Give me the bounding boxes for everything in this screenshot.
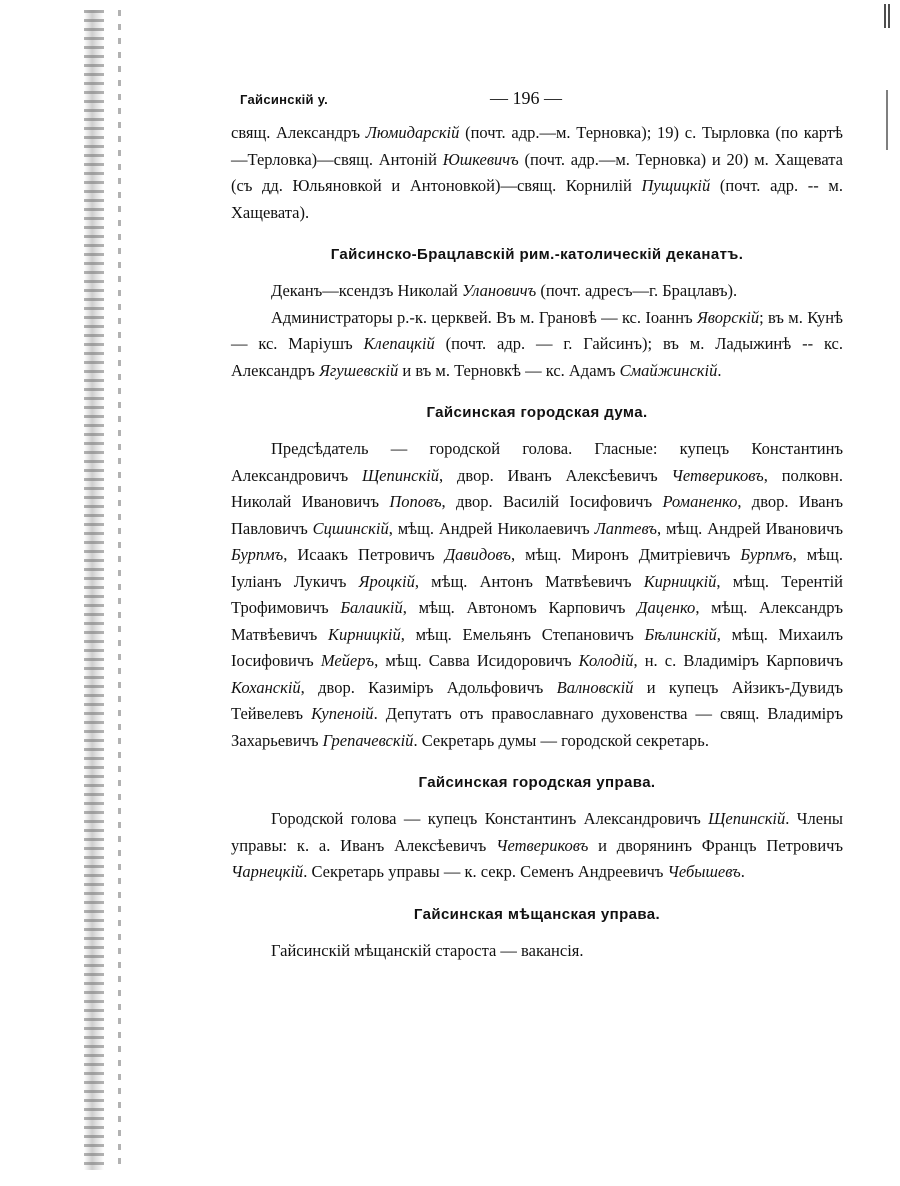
surname: Коханскій	[231, 677, 301, 697]
surname: Пущицкій	[641, 176, 711, 195]
surname: Чарнецкій	[231, 862, 304, 881]
surname: Мейеръ	[320, 651, 375, 670]
text-run: и дворянинъ Францъ Петровичъ	[588, 835, 844, 855]
surname: Кирницкій	[328, 624, 401, 644]
surname: Юшкевичъ	[442, 149, 519, 169]
text-run: , мѣщ. Александръ Матвѣевичъ	[231, 598, 843, 644]
text-run: , мѣщ. Андрей Николаевичъ	[388, 518, 595, 538]
text-run: , мѣщ. Миронъ Дмитріевичъ	[510, 545, 741, 564]
surname: Поповъ	[389, 492, 442, 511]
surname: Лаптевъ	[594, 518, 657, 538]
section-heading: Гайсинская городская дума.	[426, 404, 648, 421]
text-run: Деканъ—ксендзъ Николай	[271, 281, 462, 300]
surname: Бурпмъ	[740, 545, 793, 564]
text-run: . Секретарь думы — городской секретарь.	[413, 730, 709, 750]
surname: Валновскій	[556, 677, 634, 697]
scan-binding-edge	[84, 10, 104, 1170]
surname: Давидовъ	[444, 545, 511, 564]
text-run: свящ. Александръ	[231, 123, 366, 142]
surname: Бурпмъ	[231, 545, 284, 564]
text-run: , мѣщ. Савва Исидоровичъ	[374, 651, 579, 670]
surname: Яворскій	[696, 307, 760, 327]
text-run: , двор. Казиміръ Адольфовичъ	[300, 677, 557, 697]
text-run: , мѣщ. Автономъ Карповичъ	[402, 598, 638, 617]
surname: Сцшинскій	[312, 518, 389, 538]
page-body	[231, 120, 843, 964]
text-run: , н. с. Владиміръ Карповичъ	[633, 651, 843, 670]
text-run: Городской голова — купецъ Константинъ Александровичъ	[271, 809, 709, 828]
text-run: . Члены управы: к. а. Иванъ Алексѣевичъ	[231, 809, 843, 855]
text-run: .	[717, 360, 722, 380]
text-run: Гайсинскій мѣщанскій староста — вакансія.	[271, 940, 584, 960]
text-run: ; въ м. Кунѣ — кс. Маріушъ	[231, 307, 843, 353]
text-run: , мѣщ. Терентій Трофимовичъ	[231, 571, 843, 617]
surname: Чебышевъ	[667, 862, 741, 881]
surname: Яроцкій	[358, 571, 415, 591]
text-run: , мѣщ. Емельянъ Степановичъ	[400, 624, 645, 644]
text-run: (почт. адресъ—г. Брацлавъ).	[536, 281, 738, 300]
surname: Купеноій	[311, 704, 374, 723]
text-run: , мѣщ. Андрей Ивановичъ	[657, 518, 843, 538]
surname: Балаикій	[340, 598, 403, 617]
text-run: , двор. Иванъ Алексѣевичъ	[439, 465, 672, 485]
page-header	[240, 88, 820, 112]
surname: Клепацкій	[363, 334, 435, 353]
body-paragraph	[231, 278, 843, 305]
scan-edge-mark	[886, 90, 888, 150]
text-run: (почт. адр.—м. Терновка) и 20) м. Хащевата (съ дд. Юльяновкой и Антоновкой)—свящ. Корнилій	[231, 149, 844, 195]
text-run: , мѣщ. Антонъ Матвѣевичъ	[414, 571, 644, 591]
surname: Щепинскій	[361, 465, 440, 485]
surname: Даценко	[637, 598, 696, 617]
text-run: (почт. адр. -- м. Хащевата).	[231, 176, 843, 222]
text-run: .	[740, 862, 745, 881]
surname: Щепинскій	[708, 809, 786, 828]
surname: Четвериковъ	[671, 465, 764, 485]
body-paragraph	[231, 120, 843, 226]
text-run: , двор. Василій Іосифовичъ	[441, 492, 663, 511]
text-run: . Секретарь управы — к. секр. Семенъ Андреевичъ	[303, 862, 668, 881]
scan-binding-line	[118, 10, 121, 1170]
surname: Колодій	[578, 651, 634, 670]
surname: Романенко	[662, 492, 738, 511]
body-paragraph	[231, 436, 843, 754]
section-heading: Гайсинская мѣщанская управа.	[413, 905, 661, 923]
surname: Смайжинскій	[619, 360, 718, 380]
section-heading: Гайсинско-Брацлавскій рим.-католическій деканатъ.	[330, 246, 744, 263]
text-run: , мѣщ. Іуліанъ Лукичъ	[231, 545, 843, 591]
text-run: (почт. адр. — г. Гайсинъ); въ м. Ладыжинѣ -- кс. Александръ	[231, 334, 844, 380]
running-head: Гайсинскій у.	[240, 92, 329, 107]
text-run: , двор. Иванъ Павловичъ	[231, 492, 843, 538]
page-number: — 196 —	[490, 88, 562, 108]
section-heading: Гайсинская городская управа.	[418, 774, 656, 791]
body-paragraph	[231, 305, 843, 385]
text-run: и купецъ Айзикъ-Дувидъ Тейвелевъ	[231, 677, 843, 723]
text-run: . Депутатъ отъ православнаго духовенства — свящ. Владиміръ Захарьевичъ	[231, 704, 844, 750]
text-run: Администраторы р.-к. церквей. Въ м. Грановѣ — кс. Іоаннъ	[271, 307, 697, 327]
text-run: , полковн. Николай Ивановичъ	[231, 465, 843, 511]
surname: Грепачевскій	[322, 730, 414, 750]
text-run: , мѣщ. Михаилъ Іосифовичъ	[231, 624, 844, 670]
text-run: (почт. адр.—м. Терновка); 19) с. Тырловка (по картѣ—Терловка)—свящ. Антоній	[231, 123, 843, 169]
text-run: , Исаакъ Петровичъ	[283, 545, 445, 564]
text-run: и въ м. Терновкѣ — кс. Адамъ	[398, 360, 620, 380]
surname: Кирницкій	[643, 571, 717, 591]
surname: Улановичъ	[461, 281, 537, 300]
surname: Бѣлинскій	[644, 624, 717, 644]
text-run: Предсѣдатель — городской голова. Гласные: купецъ Константинъ Александровичъ	[231, 439, 843, 485]
scan-corner-mark	[884, 4, 890, 28]
surname: Люмидарскій	[365, 123, 460, 142]
surname: Четвериковъ	[496, 835, 589, 855]
surname: Ягушевскій	[319, 360, 399, 380]
body-paragraph	[231, 806, 843, 886]
body-paragraph	[231, 938, 843, 965]
